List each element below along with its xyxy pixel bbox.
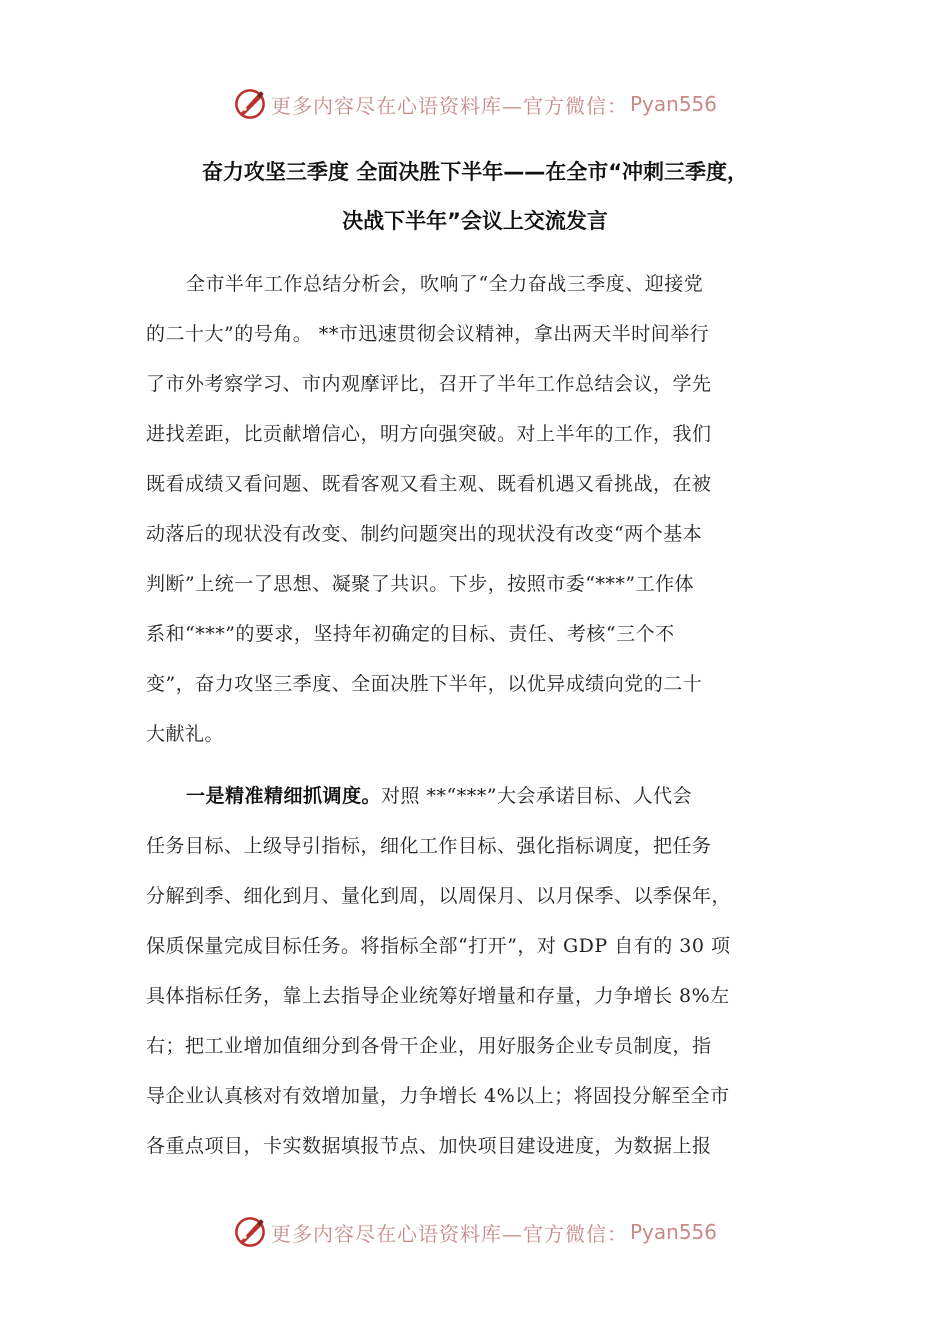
text-line: 大献礼。 — [146, 723, 225, 745]
text-line: 任务目标、上级导引指标，细化工作目标、强化指标调度，把任务 — [146, 835, 712, 857]
watermark-text: 更多内容尽在心语资料库—官方微信： — [270, 1221, 628, 1246]
document-title-line-2: 决战下半年”会议上交流发言 — [342, 209, 608, 233]
pen-logo-icon — [233, 87, 267, 121]
text-line: 保质保量完成目标任务。将指标全部“打开”，对 GDP 自有的 30 项 — [146, 935, 731, 957]
text-line: 既看成绩又看问题、既看客观又看主观、既看机遇又看挑战，在被 — [146, 473, 712, 495]
text-span: 对照 **“***”大会承诺目标、人代会 — [381, 785, 692, 807]
paragraph-scheduling — [146, 780, 806, 1180]
text-line: 全市半年工作总结分析会，吹响了“全力奋战三季度、迎接党 — [186, 273, 704, 295]
watermark-wechat-id: Pyan556 — [629, 1220, 717, 1244]
paragraph-intro — [146, 268, 806, 768]
watermark-footer — [0, 1212, 950, 1252]
section-lead-heading: 一是精准精细抓调度。 — [186, 785, 382, 807]
text-line: 分解到季、细化到月、量化到周，以周保月、以月保季、以季保年， — [146, 885, 732, 907]
text-line: 右；把工业增加值细分到各骨干企业，用好服务企业专员制度，指 — [146, 1035, 712, 1057]
text-line: 的二十大”的号角。 **市迅速贯彻会议精神，拿出两天半时间举行 — [146, 323, 710, 345]
watermark-text: 更多内容尽在心语资料库—官方微信： — [270, 93, 628, 118]
text-line: 各重点项目，卡实数据填报节点、加快项目建设进度，为数据上报 — [146, 1135, 712, 1157]
pen-logo-icon — [233, 1215, 267, 1249]
text-line: 动落后的现状没有改变、制约问题突出的现状没有改变“两个基本 — [146, 523, 703, 545]
text-line: 了市外考察学习、市内观摩评比，召开了半年工作总结会议，学先 — [146, 373, 712, 395]
watermark-wechat-id: Pyan556 — [629, 92, 717, 116]
text-line — [146, 780, 806, 830]
text-line: 进找差距，比贡献增信心，明方向强突破。对上半年的工作，我们 — [146, 423, 712, 445]
watermark-header — [0, 84, 950, 124]
text-line: 系和“***”的要求，坚持年初确定的目标、责任、考核“三个不 — [146, 623, 675, 645]
document-title-line-1: 奋力攻坚三季度 全面决胜下半年——在全市“冲刺三季度， — [201, 160, 749, 184]
text-line: 判断”上统一了思想、凝聚了共识。下步，按照市委“***”工作体 — [146, 573, 695, 595]
text-line: 导企业认真核对有效增加量，力争增长 4%以上；将固投分解至全市 — [146, 1085, 730, 1107]
text-line: 具体指标任务，靠上去指导企业统筹好增量和存量，力争增长 8%左 — [146, 985, 730, 1007]
text-line: 变”，奋力攻坚三季度、全面决胜下半年，以优异成绩向党的二十 — [146, 673, 703, 695]
